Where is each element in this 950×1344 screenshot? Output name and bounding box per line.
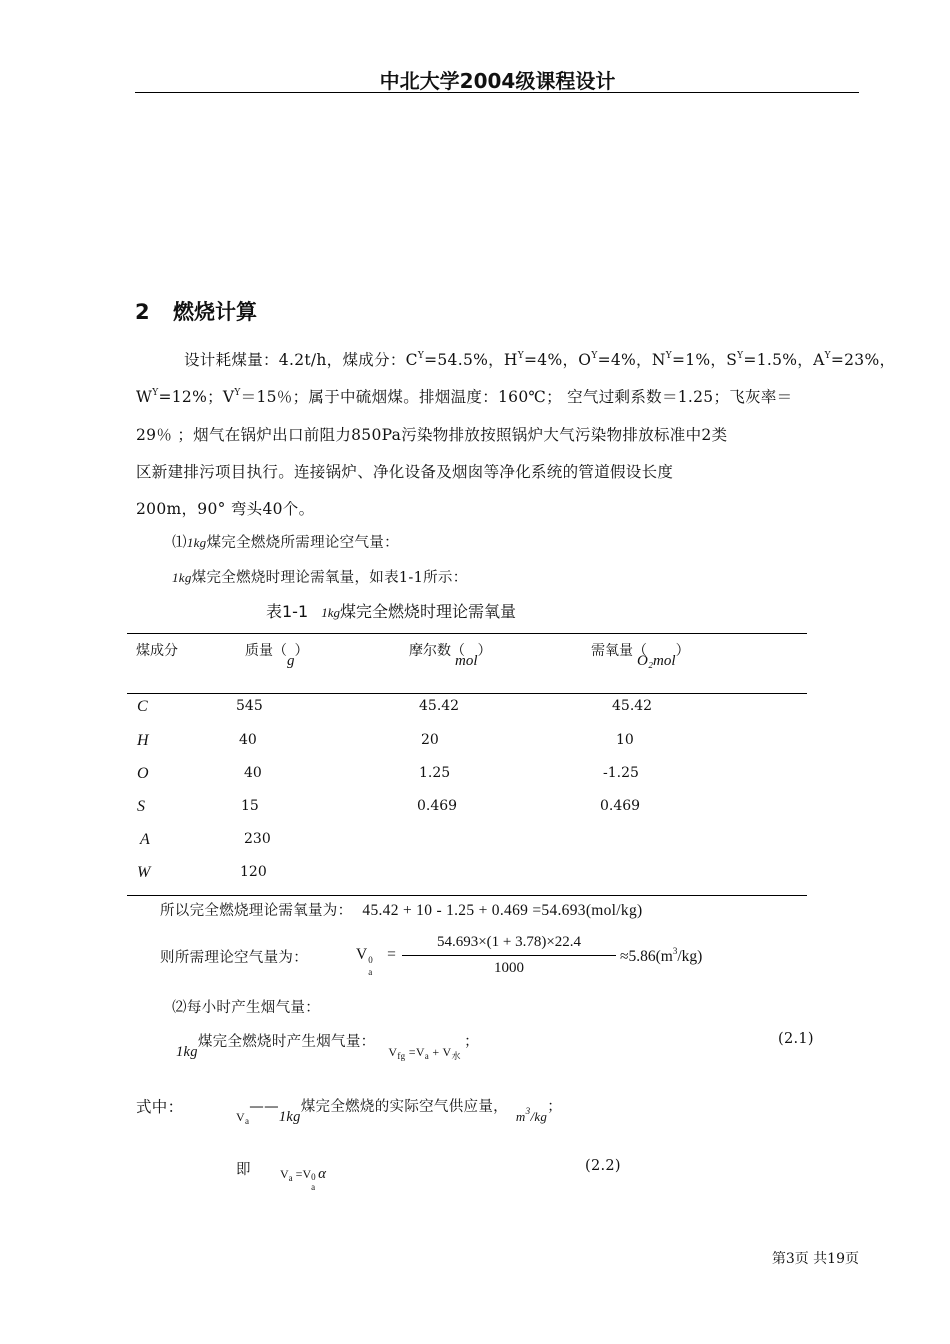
paragraph-line-5: 200m，90° 弯头40个。: [136, 500, 315, 518]
table-cell-mass: 40: [239, 732, 257, 748]
equation-number-2-2: (2.2): [585, 1158, 621, 1174]
theoretical-air-numerator: 54.693×(1 + 3.78)×22.4: [436, 934, 582, 950]
table-cell-mass: 40: [244, 765, 262, 781]
section-title: [135, 296, 257, 326]
table-bottom-rule: [127, 895, 807, 896]
table-intro: 1kg煤完全燃烧时理论需氧量，如表1-1所示：: [172, 570, 468, 586]
paragraph-line-4: 区新建排污项目执行。连接锅炉、净化设备及烟囱等净化系统的管道假设长度: [136, 463, 674, 481]
step-2-heading: ⑵每小时产生烟气量：: [172, 1000, 321, 1016]
fraction-bar: [402, 955, 616, 956]
table-cell-mass: 545: [236, 698, 263, 714]
flue-gas-line: 1kg煤完全燃烧时产生烟气量： $_{V_{fg} =V_a + V_水}$ ；: [176, 1034, 479, 1061]
table-cell-mass: 15: [241, 798, 259, 814]
table-cell-mol: 20: [421, 732, 439, 748]
table-cell-oxygen: 10: [616, 732, 634, 748]
paragraph-line-2: $W^Y=12\%$；$V^Y=15$％；属于中硫烟煤。排烟温度：160℃； 空气过剩系数＝1.25；飞灰率＝: [136, 388, 793, 406]
table-cell-mass: 230: [244, 831, 271, 847]
theoretical-air-denominator: 1000: [494, 960, 524, 976]
table-top-rule: [127, 633, 807, 634]
where-label: 式中：: [136, 1098, 184, 1116]
table-cell-component: H: [137, 732, 149, 749]
table-cell-mol: 1.25: [419, 765, 451, 781]
section-number: 2: [135, 300, 150, 324]
table-cell-component: W: [137, 864, 151, 881]
table-cell-oxygen: 45.42: [612, 698, 653, 714]
table-header-rule: [127, 693, 807, 694]
header-rule: [135, 92, 859, 93]
page-footer: 第3页 共19页: [771, 1251, 859, 1267]
table-cell-mol: 45.42: [419, 698, 460, 714]
table-cell-mass: 120: [240, 864, 267, 880]
theoretical-air-lhs: V 0 a =: [356, 946, 396, 977]
oxygen-total-line: 所以完全燃烧理论需氧量为： 45.42 + 10 - 1.25 + 0.469 =54.693(mol/kg): [160, 902, 643, 919]
equation-number-2-1: (2.1): [778, 1031, 814, 1047]
table-cell-oxygen: 0.469: [600, 798, 641, 814]
table-cell-oxygen: -1.25: [603, 765, 639, 781]
eq-2-2-formula: $V_a =V$ 0 a α: [280, 1166, 326, 1192]
table-cell-component: O: [137, 765, 149, 782]
eq-2-2-prefix: 即: [236, 1162, 251, 1178]
table-caption: 表1-1 1kg煤完全燃烧时理论需氧量: [266, 602, 517, 621]
paragraph-line-3: 29％ ；烟气在锅炉出口前阻力850Pa污染物排放按照锅炉大气污染物排放标准中2类: [136, 426, 728, 444]
table-cell-mol: 0.469: [417, 798, 458, 814]
theoretical-air-label: 则所需理论空气量为：: [160, 950, 308, 966]
page-header-title: 中北大学2004级课程设计: [379, 69, 616, 93]
table-cell-component: A: [140, 831, 150, 848]
section-title-text: 燃烧计算: [173, 300, 257, 324]
table-cell-component: S: [137, 798, 145, 815]
where-definition: $_{V_a}$——1kg煤完全燃烧的实际空气供应量，$m^3/kg$；: [236, 1099, 563, 1126]
table-header-oxygen: 需氧量（O₂mol）: [591, 643, 690, 669]
step-1-heading: ⑴1kg煤完全燃烧所需理论空气量：: [172, 535, 399, 551]
theoretical-air-result: $\approx 5.86(m^3/kg)$: [620, 946, 703, 965]
table-header-mass: 质量（g）: [245, 643, 309, 669]
table-header-component: 煤成分: [136, 643, 178, 659]
table-cell-component: C: [137, 698, 148, 715]
paragraph-line-1: 设计耗煤量：4.2t/h，煤成分：$C^Y=54.5\%$，$H^Y=4\%$，$O^Y=4\%$，$N^Y=1\%$，$S^Y=1.5\%$，$A^Y=23\%$，: [184, 351, 896, 369]
table-header-mol: 摩尔数（mol）: [409, 643, 492, 669]
